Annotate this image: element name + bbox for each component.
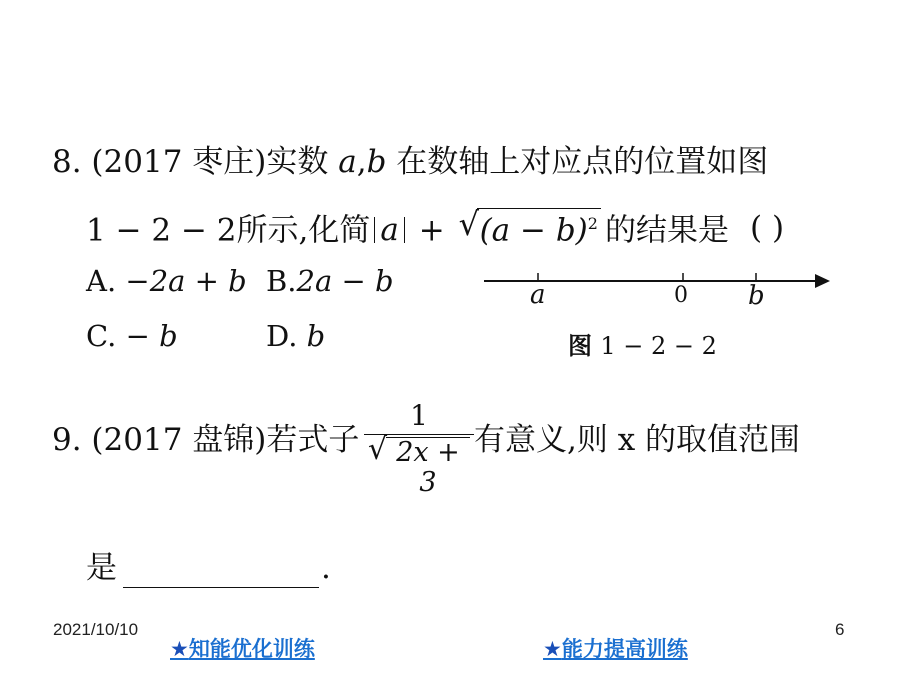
tick-label-a: a	[530, 280, 546, 310]
q9-answer-blank[interactable]	[123, 557, 319, 588]
option-label: A.	[86, 264, 117, 298]
q8-line1-suffix: 在数轴上对应点的位置如图	[386, 144, 769, 180]
q8-prefix: 8. (2017 枣庄)实数	[52, 144, 339, 180]
q8-sqrt-content: (a − b)	[479, 212, 588, 249]
q8-exponent: 2	[587, 214, 598, 233]
q9-line-1-prefix: 9. (2017 盘锦)若式子	[52, 422, 360, 458]
option-label: D.	[266, 319, 298, 353]
footer-date: 2021/10/10	[53, 620, 139, 639]
q8-option-c	[86, 318, 178, 354]
q9-sqrt-content: 2x + 3	[386, 437, 470, 498]
q8-comma: ,	[356, 144, 367, 180]
tick-label-0: 0	[674, 283, 688, 308]
q9-line-1-suffix: 有意义,则 x 的取值范围	[474, 422, 801, 458]
radical-icon: √	[458, 205, 479, 243]
q8-answer-paren: ( )	[750, 210, 785, 246]
q9-line2-end: .	[321, 550, 331, 586]
star-icon: ★	[543, 637, 562, 661]
q8-option-d	[266, 318, 325, 354]
option-text: b	[306, 319, 326, 353]
q9-fraction	[364, 400, 474, 500]
q8-option-b	[266, 263, 394, 299]
q8-plus: +	[408, 212, 455, 249]
q8-line2-prefix: 1 − 2 − 2所示,化简	[86, 212, 371, 249]
tick-label-b: b	[748, 281, 765, 311]
q9-numerator: 1	[410, 399, 428, 432]
star-icon: ★	[170, 637, 189, 661]
footer-page-number: 6	[835, 620, 845, 639]
option-label: C.	[86, 319, 117, 353]
q9-denominator	[364, 432, 474, 500]
number-line-arrow-icon	[815, 274, 830, 288]
option-text: −2a + b	[125, 264, 247, 298]
nav-link-label: 能力提高训练	[561, 637, 688, 661]
option-label: B.	[266, 264, 297, 298]
q8-line-2	[86, 205, 729, 250]
q8-line-1	[52, 142, 768, 182]
nav-link-label: 知能优化训练	[188, 637, 315, 661]
q8-line2-suffix: 的结果是	[604, 212, 729, 249]
figure-caption-number: 1 − 2 − 2	[600, 332, 717, 360]
q8-var-a: a	[338, 144, 357, 180]
q8-option-a	[86, 263, 247, 299]
figure-caption	[568, 326, 717, 361]
radical-icon: √	[368, 432, 388, 467]
q9-line-2	[86, 548, 331, 588]
q9-sqrt	[368, 432, 470, 500]
option-text: 2a − b	[296, 264, 394, 298]
nav-link-ability-training[interactable]	[543, 633, 688, 663]
q8-var-b: b	[366, 144, 387, 180]
option-text: − b	[125, 319, 178, 353]
figure-caption-prefix: 图	[568, 332, 592, 360]
q9-line2-prefix: 是	[86, 550, 117, 586]
q8-abs-value: a	[374, 217, 404, 243]
nav-link-knowledge-training[interactable]	[170, 633, 315, 663]
q8-sqrt	[458, 205, 601, 250]
